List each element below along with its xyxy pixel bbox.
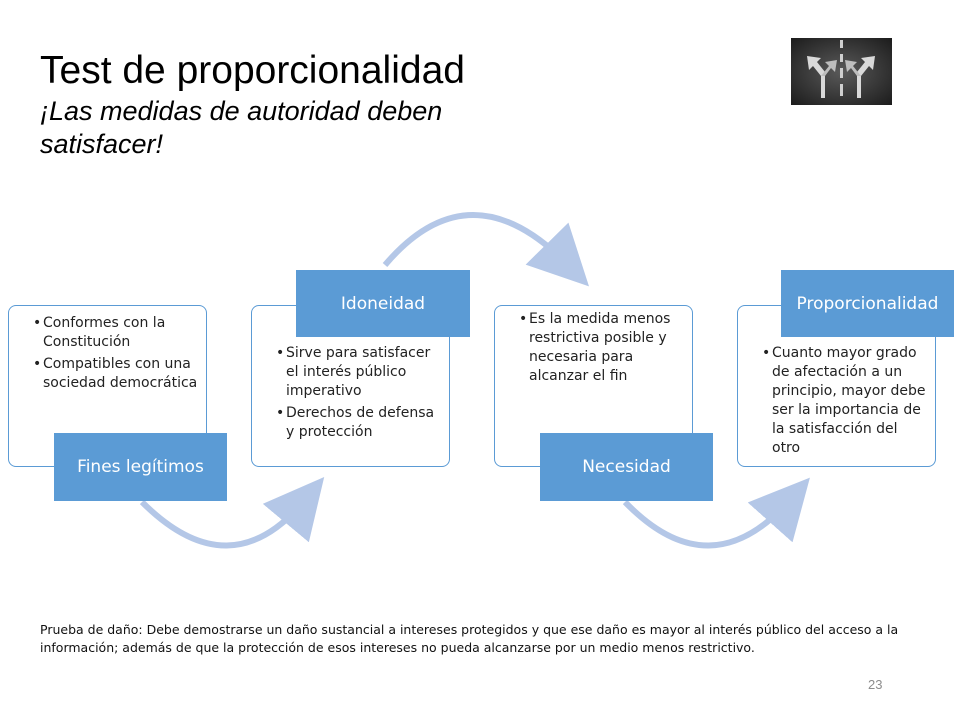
step-label-idoneidad: Idoneidad	[296, 270, 470, 337]
page-number: 23	[868, 677, 883, 692]
page-title: Test de proporcionalidad	[40, 49, 465, 92]
arrow-3	[625, 500, 790, 546]
bullet: • Es la medida menos restrictiva posible y necesaria para alcanzar el fin	[529, 310, 686, 386]
arrow-2	[385, 215, 568, 265]
step-label-proporcionalidad: Proporcionalidad	[781, 270, 954, 337]
page-subtitle: ¡Las medidas de autoridad deben satisfacer!	[40, 96, 443, 159]
bullet: • Cuanto mayor grado de afectación a un principio, mayor debe ser la importancia de la satisfacción del otro	[772, 344, 929, 458]
step-label-necesidad: Necesidad	[540, 433, 713, 501]
step-label-fines: Fines legítimos	[54, 433, 227, 501]
footnote-text: Prueba de daño: Debe demostrarse un daño sustancial a intereses protegidos y que ese daño es mayor al interés público del acceso a la información; además de que la protección de esos intereses no pueda alcanzarse por un medio menos restrictivo.	[40, 622, 899, 655]
arrow-1	[142, 500, 305, 546]
bullet: • Sirve para satisfacer el interés público imperativo	[286, 344, 443, 401]
bullet: • Conformes con la Constitución	[43, 314, 200, 352]
bullet: • Compatibles con una sociedad democrática	[43, 355, 200, 393]
bullet: • Derechos de defensa y protección	[286, 404, 443, 442]
